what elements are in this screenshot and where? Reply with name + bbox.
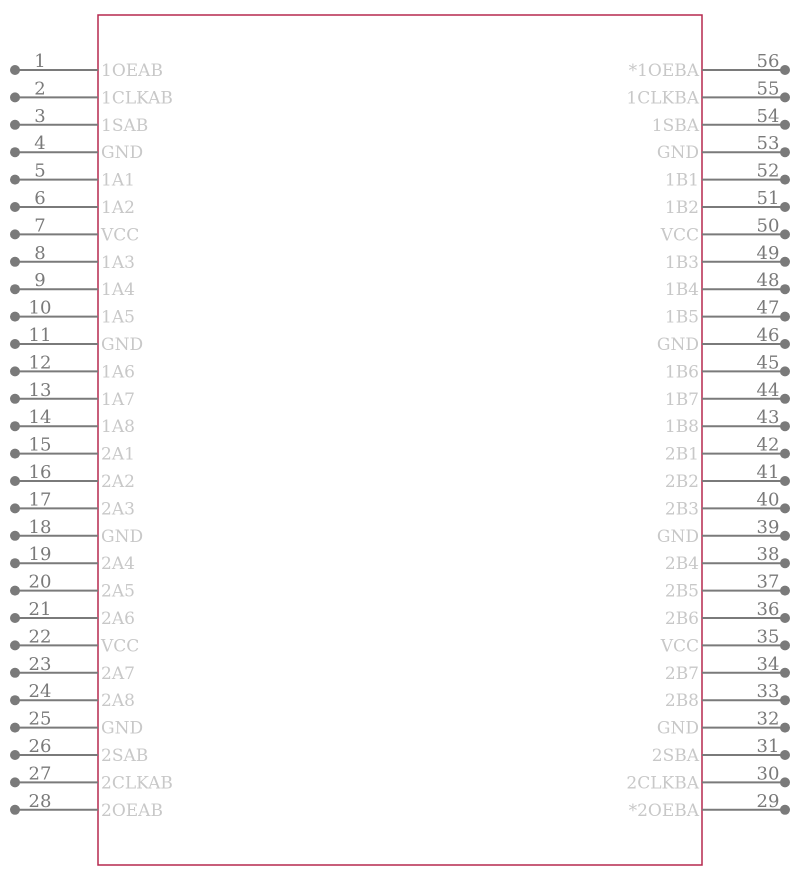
pin-label: GND (656, 335, 699, 355)
pin-45 (665, 352, 790, 382)
pin-label: 2B8 (664, 691, 699, 712)
pin-4 (10, 133, 143, 163)
pin-number: 18 (28, 516, 52, 538)
pin-endpoint-dot (780, 339, 790, 349)
pin-label: 2SBA (651, 746, 699, 766)
pin-5 (10, 161, 135, 191)
pin-24 (10, 681, 135, 711)
pin-number: 42 (756, 434, 780, 456)
pin-29 (629, 791, 790, 821)
pin-endpoint-dot (780, 723, 790, 733)
pin-label: 1OEAB (101, 61, 163, 81)
pin-number: 39 (756, 516, 780, 538)
pin-endpoint-dot (780, 531, 790, 541)
pin-label: 2OEAB (101, 800, 163, 821)
pin-number: 54 (756, 105, 780, 127)
pin-endpoint-dot (10, 777, 20, 787)
pin-label: 2CLKAB (101, 773, 173, 794)
pin-43 (665, 407, 790, 437)
pin-number: 29 (756, 790, 780, 812)
pin-number: 27 (28, 763, 52, 785)
pin-number: 40 (756, 489, 780, 511)
pin-number: 19 (28, 544, 52, 566)
pin-number: 15 (28, 434, 52, 456)
pin-28 (10, 791, 163, 821)
pin-number: 8 (34, 242, 46, 264)
pin-number: 14 (28, 407, 52, 429)
pin-endpoint-dot (780, 92, 790, 102)
pin-number: 49 (756, 242, 780, 264)
pin-number: 10 (28, 297, 52, 319)
pin-42 (665, 435, 790, 465)
pin-27 (10, 763, 173, 793)
pin-label: 1A7 (101, 389, 135, 410)
pin-label: 2A1 (101, 444, 135, 465)
pin-endpoint-dot (780, 503, 790, 513)
pin-32 (657, 709, 790, 739)
pin-endpoint-dot (10, 257, 20, 267)
pin-10 (10, 298, 135, 328)
pin-label: 2SAB (101, 746, 149, 766)
pin-number: 30 (756, 763, 780, 785)
pin-label: GND (656, 718, 699, 739)
pin-19 (10, 544, 135, 574)
pin-label: 1B2 (664, 198, 699, 218)
pin-endpoint-dot (780, 229, 790, 239)
pin-endpoint-dot (780, 284, 790, 294)
pin-label: 2B1 (664, 444, 699, 465)
pin-endpoint-dot (10, 202, 20, 212)
pin-endpoint-dot (10, 723, 20, 733)
pin-endpoint-dot (780, 668, 790, 678)
pin-label: 2B2 (664, 472, 699, 492)
pin-8 (10, 243, 135, 273)
pin-number: 35 (756, 626, 780, 648)
pin-endpoint-dot (780, 202, 790, 212)
pin-label: 2A3 (101, 499, 135, 520)
pin-25 (10, 709, 143, 739)
pin-number: 34 (756, 653, 780, 675)
pin-endpoint-dot (780, 750, 790, 760)
pin-endpoint-dot (10, 558, 20, 568)
pin-endpoint-dot (10, 421, 20, 431)
pin-44 (665, 380, 790, 410)
pin-endpoint-dot (780, 312, 790, 322)
pin-label: GND (101, 335, 144, 355)
pin-47 (665, 298, 790, 328)
pin-label: 1A4 (101, 280, 135, 301)
pin-number: 17 (28, 489, 52, 511)
pin-number: 55 (756, 78, 780, 100)
pin-40 (665, 489, 790, 519)
pin-53 (657, 133, 790, 163)
pin-label: VCC (101, 636, 140, 657)
pin-label: 2B6 (664, 609, 699, 629)
pin-endpoint-dot (780, 640, 790, 650)
pin-35 (660, 626, 790, 656)
pin-endpoint-dot (10, 312, 20, 322)
pin-26 (10, 736, 148, 766)
pin-41 (665, 462, 790, 492)
pin-endpoint-dot (780, 366, 790, 376)
pin-label: 1A3 (101, 252, 135, 273)
pin-number: 32 (756, 708, 780, 730)
pin-endpoint-dot (780, 120, 790, 130)
pin-label: 1CLKAB (101, 88, 173, 109)
pin-number: 1 (34, 51, 46, 72)
pin-label: GND (101, 526, 144, 547)
pin-endpoint-dot (780, 65, 790, 75)
pin-34 (665, 654, 790, 684)
pin-endpoint-dot (780, 805, 790, 815)
pin-endpoint-dot (780, 777, 790, 787)
pin-number: 33 (756, 681, 780, 703)
pin-label: 1A8 (101, 417, 135, 438)
pin-18 (10, 517, 143, 547)
pin-number: 26 (28, 736, 52, 757)
pin-endpoint-dot (780, 476, 790, 486)
pin-51 (665, 188, 790, 218)
pin-2 (10, 78, 173, 108)
pin-48 (665, 270, 790, 300)
pin-31 (652, 736, 790, 766)
pin-label: 1B3 (664, 252, 699, 273)
pin-endpoint-dot (780, 257, 790, 267)
pin-label: 1B7 (664, 389, 699, 410)
pin-number: 12 (28, 352, 52, 374)
pin-endpoint-dot (780, 175, 790, 185)
pin-15 (10, 435, 135, 465)
pin-endpoint-dot (10, 640, 20, 650)
pin-23 (10, 654, 135, 684)
pin-endpoint-dot (780, 394, 790, 404)
pin-22 (10, 626, 139, 656)
pin-label: 2A4 (101, 554, 135, 575)
pin-label: 2A5 (101, 581, 135, 602)
pin-label: 2B5 (664, 581, 699, 602)
pin-39 (657, 517, 790, 547)
pin-label: 1SBA (651, 115, 699, 136)
pin-21 (10, 599, 135, 629)
pin-11 (10, 325, 143, 355)
pin-number: 5 (34, 160, 46, 182)
pin-label: 2A2 (101, 472, 135, 492)
pin-number: 11 (28, 325, 52, 346)
pin-number: 3 (34, 105, 46, 127)
pin-16 (10, 462, 135, 492)
pin-52 (665, 161, 790, 191)
pin-label: 1A5 (101, 307, 135, 328)
pin-label: 1B4 (664, 280, 699, 301)
pin-56 (629, 51, 790, 81)
right-pin-group (626, 51, 790, 821)
pin-number: 23 (28, 653, 52, 675)
pin-number: 31 (756, 736, 780, 757)
pin-endpoint-dot (780, 695, 790, 705)
pin-number: 36 (756, 599, 780, 620)
pin-label: *1OEBA (628, 61, 699, 81)
pin-label: GND (101, 143, 144, 164)
pin-label: 2A6 (101, 609, 135, 629)
pin-number: 47 (756, 297, 780, 319)
pin-label: 1A6 (101, 362, 135, 383)
pin-endpoint-dot (10, 65, 20, 75)
pin-number: 53 (756, 133, 780, 155)
pin-number: 38 (756, 544, 780, 566)
pin-label: 2A7 (101, 663, 135, 684)
pin-endpoint-dot (10, 229, 20, 239)
pin-label: *2OEBA (628, 800, 699, 821)
pin-endpoint-dot (10, 695, 20, 705)
pin-endpoint-dot (10, 531, 20, 541)
pin-label: 1B5 (664, 307, 699, 328)
pin-36 (665, 599, 790, 629)
pin-label: VCC (660, 225, 699, 246)
pin-number: 4 (34, 133, 46, 155)
pin-label: 2B7 (664, 663, 699, 684)
pin-number: 25 (28, 708, 52, 730)
pin-number: 45 (756, 352, 780, 374)
pin-number: 37 (756, 571, 780, 593)
pin-55 (626, 78, 790, 108)
pin-label: 1B1 (664, 170, 699, 191)
pin-13 (10, 380, 135, 410)
pin-label: 1A1 (101, 170, 135, 191)
pin-number: 7 (34, 215, 46, 237)
pin-endpoint-dot (10, 284, 20, 294)
pin-number: 13 (28, 379, 52, 401)
pin-number: 51 (756, 188, 780, 209)
pin-number: 52 (756, 160, 780, 182)
pin-endpoint-dot (780, 421, 790, 431)
pin-endpoint-dot (10, 366, 20, 376)
component-body-outline (98, 15, 702, 865)
left-pin-group (10, 51, 173, 821)
pin-label: 1SAB (101, 115, 149, 136)
pin-endpoint-dot (10, 503, 20, 513)
pin-30 (626, 763, 790, 793)
pin-endpoint-dot (10, 586, 20, 596)
pin-endpoint-dot (10, 449, 20, 459)
pin-label: GND (656, 143, 699, 164)
pin-54 (652, 106, 790, 136)
pin-number: 50 (756, 215, 780, 237)
pin-number: 24 (28, 681, 52, 703)
pin-number: 2 (34, 78, 46, 100)
pin-endpoint-dot (780, 613, 790, 623)
pin-number: 56 (756, 51, 780, 72)
pin-label: GND (656, 526, 699, 547)
pin-label: VCC (101, 225, 140, 246)
pin-number: 16 (28, 462, 52, 483)
pin-label: 2B4 (664, 554, 699, 575)
pin-endpoint-dot (10, 339, 20, 349)
pin-3 (10, 106, 148, 136)
pin-14 (10, 407, 135, 437)
pin-46 (657, 325, 790, 355)
pin-label: VCC (660, 636, 699, 657)
pin-endpoint-dot (780, 558, 790, 568)
pin-endpoint-dot (10, 476, 20, 486)
pin-49 (665, 243, 790, 273)
pin-endpoint-dot (780, 449, 790, 459)
pin-50 (660, 215, 790, 245)
pin-number: 44 (756, 379, 780, 401)
pin-label: 2A8 (101, 691, 135, 712)
pin-endpoint-dot (10, 394, 20, 404)
pin-endpoint-dot (10, 175, 20, 185)
pin-endpoint-dot (10, 92, 20, 102)
pin-number: 41 (756, 462, 780, 483)
pin-endpoint-dot (10, 668, 20, 678)
pin-endpoint-dot (10, 613, 20, 623)
pin-1 (10, 51, 163, 81)
pin-endpoint-dot (10, 147, 20, 157)
pin-number: 6 (34, 188, 46, 209)
pin-endpoint-dot (780, 147, 790, 157)
pin-number: 22 (28, 626, 52, 648)
pin-label: GND (101, 718, 144, 739)
pin-7 (10, 215, 139, 245)
pin-endpoint-dot (10, 750, 20, 760)
pin-38 (665, 544, 790, 574)
pin-endpoint-dot (780, 586, 790, 596)
pin-label: 2CLKBA (626, 773, 699, 794)
pin-9 (10, 270, 135, 300)
pin-20 (10, 572, 135, 602)
pin-number: 46 (756, 325, 780, 346)
pin-17 (10, 489, 135, 519)
pin-endpoint-dot (10, 120, 20, 130)
pin-number: 9 (34, 270, 46, 292)
pin-label: 1B6 (664, 362, 699, 383)
pin-12 (10, 352, 135, 382)
pin-label: 1A2 (101, 198, 135, 218)
pin-number: 20 (28, 571, 52, 593)
pin-number: 21 (28, 599, 52, 620)
pin-label: 1CLKBA (626, 88, 699, 109)
pin-number: 28 (28, 790, 52, 812)
pin-33 (665, 681, 790, 711)
pin-number: 43 (756, 407, 780, 429)
pin-label: 1B8 (664, 417, 699, 438)
pin-label: 2B3 (664, 499, 699, 520)
pin-endpoint-dot (10, 805, 20, 815)
pin-6 (10, 188, 135, 218)
pin-37 (665, 572, 790, 602)
pin-number: 48 (756, 270, 780, 292)
